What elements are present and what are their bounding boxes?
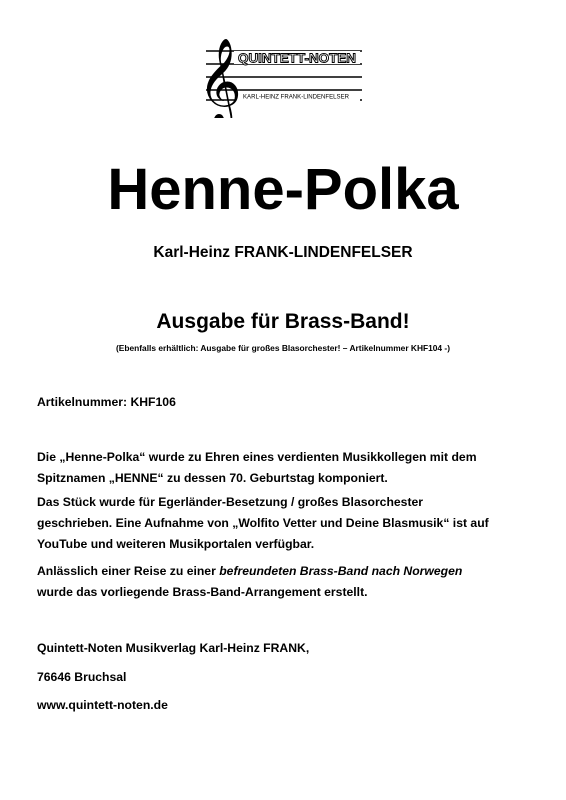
paragraph-dedication <box>37 447 537 489</box>
paragraph-line: YouTube und weiteren Musikportalen verfügbar. <box>37 537 315 551</box>
paragraph-line: Die „Henne-Polka“ wurde zu Ehren eines verdienten Musikkollegen mit dem <box>37 450 477 464</box>
publisher-logo-graphic <box>200 34 362 118</box>
logo-owner: KARL-HEINZ FRANK-LINDENFELSER <box>243 94 350 101</box>
paragraph-emphasis: befreundeten Brass-Band nach Norwegen <box>219 564 463 578</box>
paragraph-line: geschrieben. Eine Aufnahme von „Wolfito Vetter und Deine Blasmusik“ ist auf <box>37 516 489 530</box>
paragraph-line: Spitznamen „HENNE“ zu dessen 70. Geburtstag komponiert. <box>37 471 388 485</box>
publisher-logo <box>200 34 362 118</box>
contact-website-link[interactable]: www.quintett-noten.de <box>37 698 168 712</box>
paragraph-text: Anlässlich einer Reise zu einer <box>37 564 220 578</box>
paragraph-line: wurde das vorliegende Brass-Band-Arrangement erstellt. <box>37 585 368 599</box>
contact-city: 76646 Bruchsal <box>37 670 127 684</box>
paragraph-recording <box>37 492 537 555</box>
paragraph-line: Das Stück wurde für Egerländer-Besetzung / großes Blasorchester <box>37 495 424 509</box>
composer-name: Karl-Heinz FRANK-LINDENFELSER <box>153 244 413 261</box>
piece-title: Henne-Polka <box>107 157 459 222</box>
paragraph-arrangement <box>37 561 537 603</box>
article-number: Artikelnummer: KHF106 <box>37 395 176 409</box>
contact-publisher: Quintett-Noten Musikverlag Karl-Heinz FRANK, <box>37 641 310 655</box>
treble-clef-icon: 𝄞 <box>200 38 242 118</box>
logo-brand: QUINTETT-NOTEN <box>238 51 356 66</box>
also-available-note: (Ebenfalls erhältlich: Ausgabe für großes Blasorchester! – Artikelnummer KHF104 -) <box>116 343 450 353</box>
paragraph-line <box>37 561 537 582</box>
edition-heading: Ausgabe für Brass-Band! <box>156 310 410 333</box>
